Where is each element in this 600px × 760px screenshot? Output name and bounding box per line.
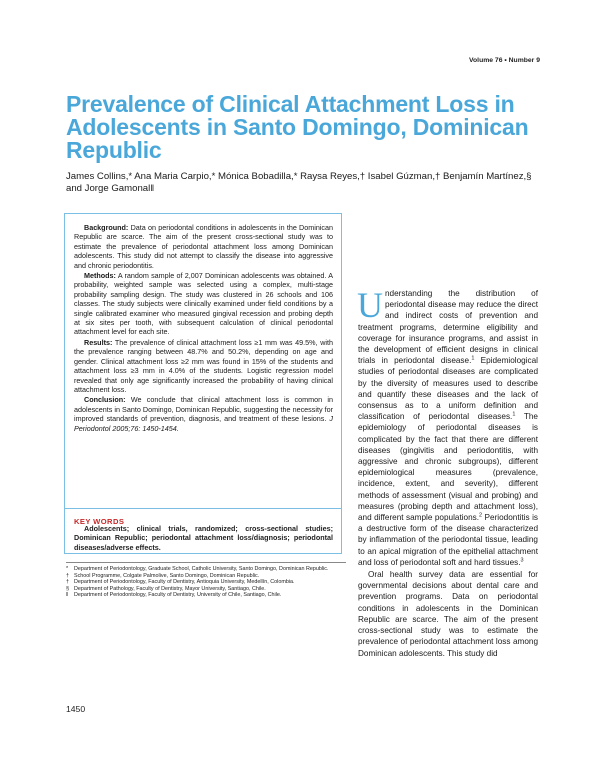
keywords-list: Adolescents; clinical trials, randomized; cross-sectional studies; Dominican Republic; periodontal attachment loss/diagnosis; periodontal diseases/adverse effects. <box>74 524 333 552</box>
abstract-methods: Methods: A random sample of 2,007 Dominican adolescents was obtained. A probability, weighted sample was selected using a complex, multi-stage probability sampling design. The study was clustered in 26 schools and 106 classes. The study subjects were clinically examined under field conditions by a single calibrated examiner who measured gingival recession and probing depth at six sites per tooth, with subsequent calculation of clinical periodontal attachment level for each site. <box>74 271 333 337</box>
journal-citation: J Periodontol 2005;76: 1450-1454. <box>74 414 333 433</box>
intro-paragraph: Understanding the distribution of periodontal disease may reduce the direct and indirect costs of prevention and treatment programs, determine eligibility and coverage for insurance programs, and assist in the development of efficient designs in clinical trials in periodontal disease.$^1$ Epidemiological studies of periodontal diseases are complicated by the diversity of measures used to describe and quantify these diseases and the lack of consensus as to a uniform definition and classification of periodontal diseases.$^1$ The epidemiology of periodontal diseases is complicated by the fact that there are different diseases (gingivitis and periodontitis, with aggressive and chronic subgroups), different epidemiological measures (prevalence, incidence, extent, and severity), different methods of assessment (visual and probing) and measures (probing depth and attachment loss), and different sample populations.$^2$ Periodontitis is a destructive form of the disease characterized by inflammation of the periodontal tissue, leading to an apical migration of the epithelial attachment and loss of periodontal soft and hard tissues.$^3$ <box>357 285 538 567</box>
abstract-background: Background: Data on periodontal conditions in adolescents in the Dominican Republic are scarce. The aim of the present cross-sectional study was to estimate the prevalence of periodontal attachment loss among Dominican adolescents. This study did not attempt to classify the disease into aggressive and chronic periodontitis. <box>74 223 333 270</box>
page-number: 1450 <box>66 704 86 714</box>
drop-cap: U <box>357 285 383 325</box>
affiliation-item: † School Programme, Colgate Palmolive, Santo Domingo, Dominican Republic. <box>66 572 260 579</box>
body-text-column <box>357 285 538 659</box>
affiliation-item: § Department of Pathology, Faculty of Dentistry, Mayor University, Santiago, Chile. <box>66 585 266 592</box>
article-title: Prevalence of Clinical Attachment Loss in Adolescents in Santo Domingo, Dominican Republic <box>66 91 529 163</box>
journal-volume-issue: Volume 76 • Number 9 <box>469 57 540 64</box>
body-paragraph: Oral health survey data are essential for governmental decisions about dental care and prevention programs. Data on periodontal conditions in adolescents in the Dominican Republic are scarce. The aim of the present cross-sectional study was to estimate the prevalence of periodontal attachment loss among Dominican adolescents. This study did <box>358 570 538 658</box>
affiliation-item: † Department of Periodontology, Faculty of Dentistry, Antioquia University, Medellín, Colombia. <box>66 579 295 586</box>
abstract-results: Results: The prevalence of clinical attachment loss ≥1 mm was 49.5%, with the prevalence ranging between 48.7% and 50.2%, depending on age and gender. Clinical attachment loss ≥2 mm was found in 15% of the students and attachment loss ≥3 mm in 4.0% of the students. Logistic regression model revealed that only age significantly increased the probability of having clinical attachment loss. <box>74 337 334 394</box>
author-list: James Collins,* Ana Maria Carpio,* Mónica Bobadilla,* Raysa Reyes,† Isabel Gúzman,† Benjamín Martínez,§ and Jorge Gamonal‖ <box>66 171 532 194</box>
abstract-conclusion: Conclusion: We conclude that clinical attachment loss is common in adolescents in Santo Domingo, Dominican Republic, suggesting the necessity for improved standards of prevention, diagnosis, and treatment of these lesions. J Periodontol 2005;76: 1450-1454. <box>74 395 333 433</box>
affiliation-item: * Department of Periodontology, Graduate School, Catholic University, Santo Domingo, Dominican Republic. <box>66 566 329 572</box>
keywords-divider <box>64 508 342 509</box>
abstract-box <box>64 213 342 554</box>
affiliations <box>66 562 346 599</box>
affiliation-item: ‖ Department of Periodontology, Faculty of Dentistry, University of Chile, Santiago, Chile. <box>66 592 282 599</box>
keywords-heading: KEY WORDS <box>74 517 125 526</box>
